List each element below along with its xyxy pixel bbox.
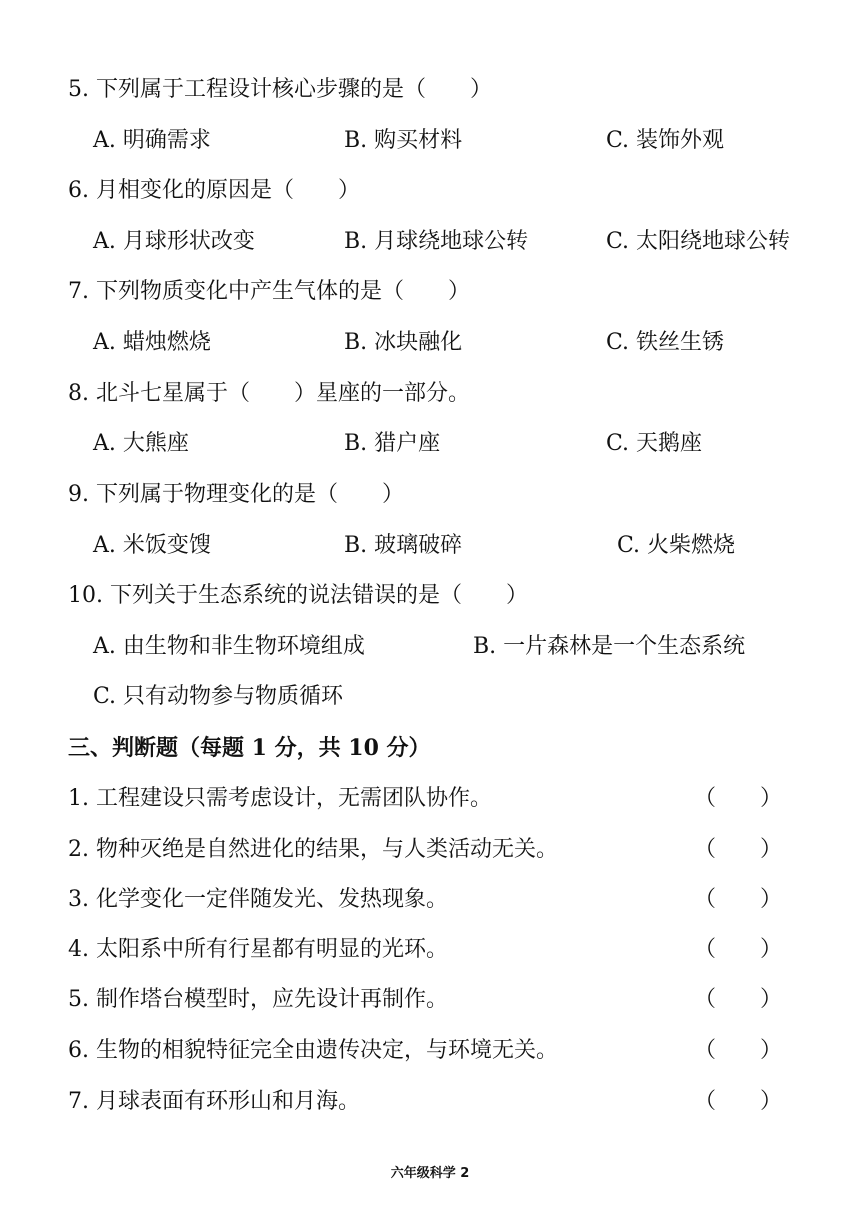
judgment-item-5 (0, 980, 860, 1020)
question-stem: 10. 下列关于生态系统的说法错误的是（ ） (68, 583, 528, 608)
question-5 (0, 70, 860, 110)
judgment-text: 4. 太阳系中所有行星都有明显的光环。 (68, 937, 448, 962)
question-7-options (0, 323, 860, 363)
judgment-item-6 (0, 1031, 860, 1071)
judgment-item-1 (0, 779, 860, 819)
option-a: A. 明确需求 (93, 128, 211, 153)
option-a: A. 大熊座 (93, 431, 189, 456)
answer-blank: （ ） (694, 937, 783, 962)
question-stem: 7. 下列物质变化中产生气体的是（ ） (68, 279, 470, 304)
option-c: C. 太阳绕地球公转 (606, 229, 791, 254)
question-10-options-row2 (0, 677, 860, 717)
page-footer: 六年级科学 2 (390, 1166, 470, 1181)
answer-blank: （ ） (694, 887, 783, 912)
question-10-options-row1 (0, 627, 860, 667)
question-stem: 9. 下列属于物理变化的是（ ） (68, 482, 404, 507)
option-a: A. 米饭变馊 (93, 533, 211, 558)
judgment-item-4 (0, 930, 860, 970)
answer-blank: （ ） (694, 786, 783, 811)
judgment-text: 5. 制作塔台模型时，应先设计再制作。 (68, 987, 448, 1012)
question-8-options (0, 424, 860, 464)
judgment-text: 7. 月球表面有环形山和月海。 (68, 1089, 360, 1114)
judgment-text: 3. 化学变化一定伴随发光、发热现象。 (68, 887, 448, 912)
option-a: A. 月球形状改变 (93, 229, 255, 254)
question-7 (0, 272, 860, 312)
answer-blank: （ ） (694, 987, 783, 1012)
judgment-text: 2. 物种灭绝是自然进化的结果，与人类活动无关。 (68, 837, 558, 862)
question-9 (0, 475, 860, 515)
answer-blank: （ ） (694, 837, 783, 862)
option-c: C. 只有动物参与物质循环 (93, 684, 344, 709)
option-a: A. 蜡烛燃烧 (93, 330, 211, 355)
question-9-options (0, 526, 860, 566)
judgment-text: 1. 工程建设只需考虑设计，无需团队协作。 (68, 786, 492, 811)
question-10 (0, 576, 860, 616)
judgment-item-3 (0, 880, 860, 920)
option-c: C. 火柴燃烧 (617, 533, 736, 558)
question-stem: 8. 北斗七星属于（ ）星座的一部分。 (68, 381, 470, 406)
answer-blank: （ ） (694, 1089, 783, 1114)
option-c: C. 铁丝生锈 (606, 330, 725, 355)
question-8 (0, 374, 860, 414)
judgment-item-2 (0, 830, 860, 870)
judgment-text: 6. 生物的相貌特征完全由遗传决定，与环境无关。 (68, 1038, 558, 1063)
answer-blank: （ ） (694, 1038, 783, 1063)
option-b: B. 一片森林是一个生态系统 (473, 634, 746, 659)
option-c: C. 装饰外观 (606, 128, 725, 153)
question-stem: 5. 下列属于工程设计核心步骤的是（ ） (68, 77, 492, 102)
option-b: B. 猎户座 (344, 431, 441, 456)
option-b: B. 月球绕地球公转 (344, 229, 529, 254)
option-b: B. 购买材料 (344, 128, 463, 153)
option-b: B. 冰块融化 (344, 330, 463, 355)
question-5-options (0, 121, 860, 161)
question-6-options (0, 222, 860, 262)
section-title: 三、判断题（每题 1 分，共 10 分） (68, 735, 431, 761)
question-6 (0, 171, 860, 211)
option-a: A. 由生物和非生物环境组成 (93, 634, 365, 659)
question-stem: 6. 月相变化的原因是（ ） (68, 178, 360, 203)
option-b: B. 玻璃破碎 (344, 533, 463, 558)
option-c: C. 天鹅座 (606, 431, 703, 456)
section-heading (0, 728, 860, 768)
judgment-item-7 (0, 1082, 860, 1122)
